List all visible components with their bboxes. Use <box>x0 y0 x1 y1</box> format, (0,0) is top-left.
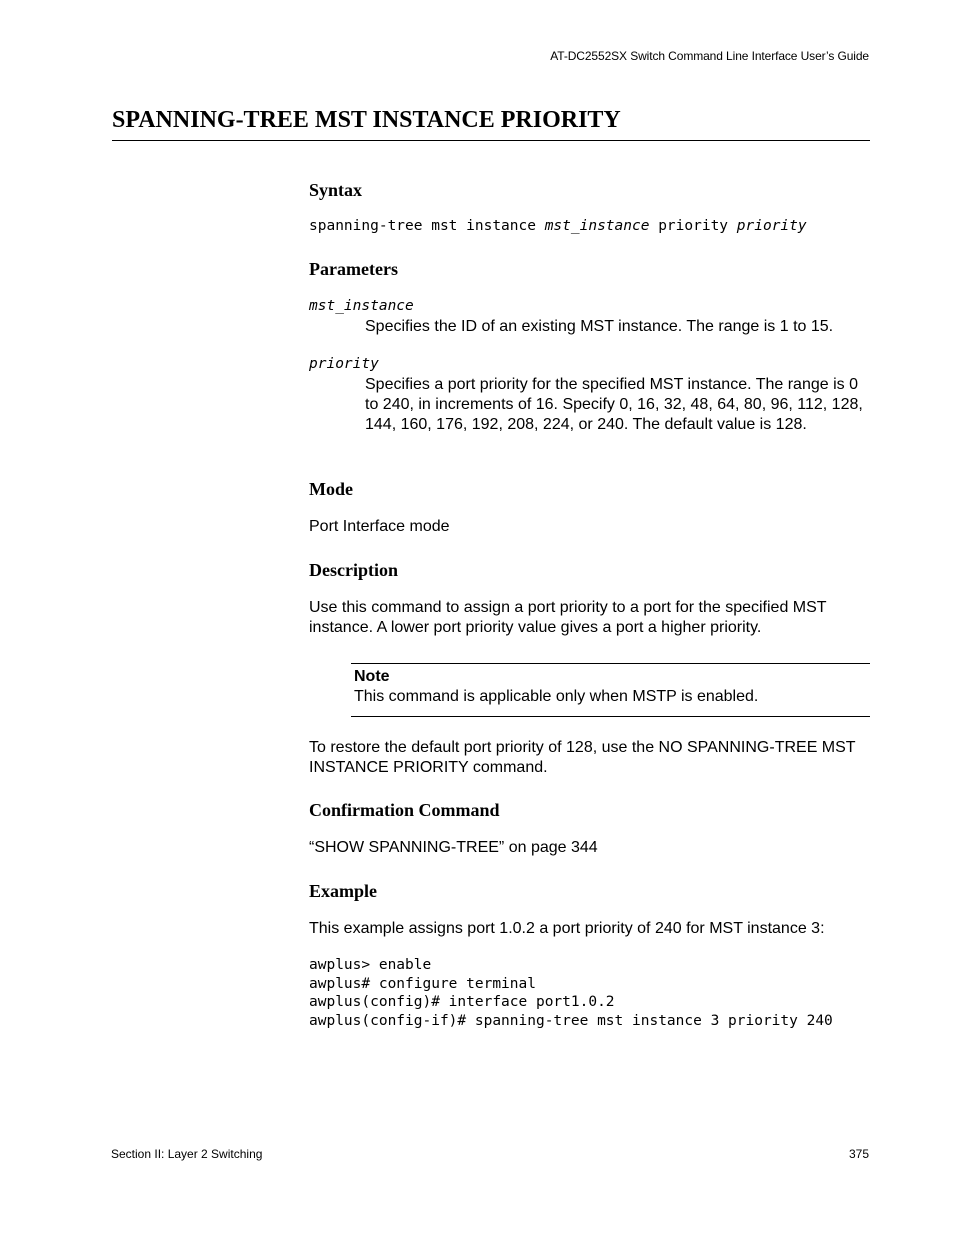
restore-text: To restore the default port priority of 128, use the NO SPANNING-TREE MST INSTANCE PRIORITY command. <box>309 739 856 776</box>
syntax-arg-mst-instance: mst_instance <box>544 218 650 234</box>
page-title: SPANNING-TREE MST INSTANCE PRIORITY <box>112 107 621 133</box>
syntax-arg-priority: priority <box>736 218 807 234</box>
note-text: This command is applicable only when MSTP is enabled. <box>354 688 759 705</box>
title-rule <box>112 140 870 141</box>
description-heading: Description <box>309 560 398 580</box>
example-text: This example assigns port 1.0.2 a port priority of 240 for MST instance 3: <box>309 920 825 937</box>
footer-section: Section II: Layer 2 Switching <box>111 1147 263 1161</box>
parameters-heading: Parameters <box>309 259 398 279</box>
syntax-keyword-priority: priority <box>649 218 737 234</box>
syntax-command: spanning-tree mst instance <box>309 218 545 234</box>
footer-page-number: 375 <box>848 1147 869 1161</box>
running-header: AT-DC2552SX Switch Command Line Interface User’s Guide <box>550 49 869 63</box>
syntax-line <box>309 217 807 235</box>
mode-text: Port Interface mode <box>309 518 450 535</box>
description-text: Use this command to assign a port priority to a port for the specified MST instance. A lower port priority value gives a port a higher priority. <box>309 599 827 636</box>
mode-heading: Mode <box>309 479 353 499</box>
example-heading: Example <box>309 881 378 901</box>
param-desc-priority: Specifies a port priority for the specified MST instance. The range is 0 to 240, in increments of 16. Specify 0, 16, 32, 48, 64, 80, 96, 112, 128, 144, 160, 176, 192, 208, 224, or 240. The default value is 128. <box>365 376 863 433</box>
syntax-heading: Syntax <box>309 180 363 200</box>
param-name-mst-instance: mst_instance <box>309 298 414 314</box>
example-code-block: awplus> enable awplus# configure terminal awplus(config)# interface port1.0.2 awplus(config-if)# spanning-tree mst instance 3 priority 240 <box>309 957 833 1030</box>
param-name-priority: priority <box>309 356 379 372</box>
confirmation-link[interactable]: “SHOW SPANNING-TREE” on page 344 <box>309 839 598 856</box>
param-desc-mst-instance: Specifies the ID of an existing MST instance. The range is 1 to 15. <box>365 318 834 335</box>
note-label: Note <box>354 668 390 685</box>
confirmation-heading: Confirmation Command <box>309 800 500 820</box>
note-box <box>351 663 870 717</box>
